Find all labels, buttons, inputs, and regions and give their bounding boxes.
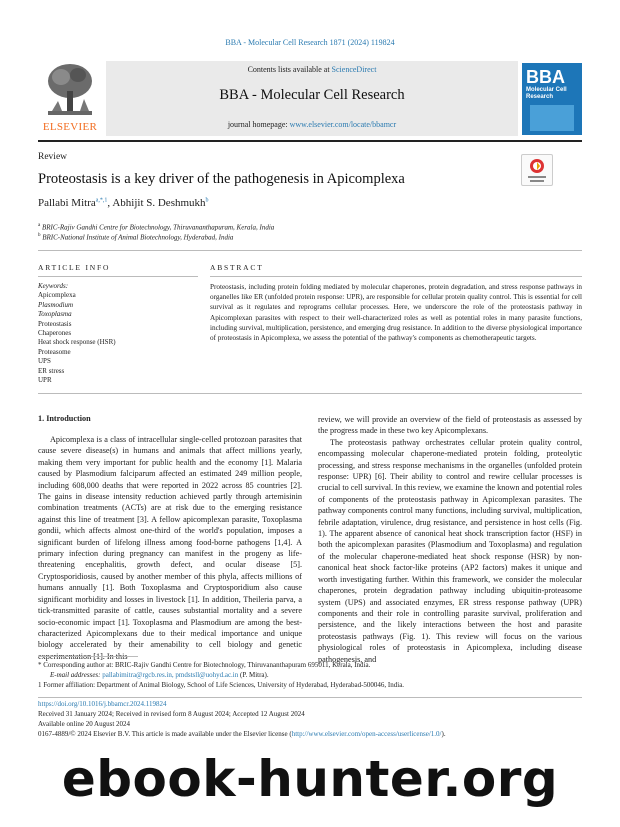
author-superscript[interactable]: a,*,1	[95, 197, 108, 204]
email-label: E-mail addresses:	[50, 671, 103, 679]
article-type: Review	[38, 152, 68, 162]
corresponding-author-note: * Corresponding author at: BRIC-Rajiv Gandhi Centre for Biotechnology, Thiruvananthapuram 695011, Kerala, India.	[38, 661, 371, 669]
cover-title: BBA	[526, 67, 565, 87]
author-list	[38, 197, 209, 209]
keyword: Proteostasis	[38, 319, 72, 328]
keywords-label: Keywords:	[38, 282, 69, 290]
keywords-block	[38, 282, 116, 385]
journal-title: BBA - Molecular Cell Research	[219, 87, 405, 103]
keyword: UPS	[38, 357, 51, 366]
abstract-heading: ABSTRACT	[210, 263, 264, 272]
affiliation-text: BRIC-Rajiv Gandhi Centre for Biotechnology, Thiruvananthapuram, Kerala, India	[41, 223, 275, 232]
affiliation-text: BRIC-National Institute of Animal Biotechnology, Hyderabad, India	[42, 233, 234, 242]
available-online: Available online 20 August 2024	[38, 720, 131, 728]
license-line	[38, 730, 446, 738]
sciencedirect-link[interactable]: ScienceDirect	[331, 65, 377, 74]
footnote-rule	[38, 656, 138, 657]
elsevier-wordmark: ELSEVIER	[42, 121, 98, 133]
abstract-text: Proteostasis, including protein folding mediated by molecular chaperones, protein degradation, and stress response pathways in organelles like ER (unfolded protein response: UPR), are responsible for cellular protein quality control. This is essential for cell survival as it regulates and reprograms cellular processes. Here, we underscore the role of the proteostasis pathway in Apicomplexan parasites with respect to their well-characterized roles as well as potential roles in many parasite functions, including survival, multiplication, persistence, and emerging drug resistance. In addition to the diverse physiological importance of proteostasis in Apicomplexa, we assess the potential of the pathway's components as chemotherapeutic targets.	[210, 283, 582, 343]
keyword: Toxoplasma	[38, 310, 72, 319]
keyword: Plasmodium	[38, 300, 73, 309]
email-line	[50, 671, 269, 679]
check-for-updates-icon[interactable]	[521, 154, 553, 186]
affiliation	[38, 231, 233, 243]
keyword: Heat shock response (HSR)	[38, 338, 116, 347]
received-dates: Received 31 January 2024; Received in revised form 8 August 2024; Accepted 12 August 2024	[38, 710, 305, 718]
affiliation-marker: b	[38, 233, 41, 238]
cover-subtitle: Molecular Cell Research	[526, 87, 567, 100]
doi-link[interactable]: https://doi.org/10.1016/j.bbamcr.2024.119824	[38, 700, 167, 708]
body-paragraph: The proteostasis pathway orchestrates cellular protein quality control, encompassing molecular chaperone-mediated protein folding, proteolytic processing, and stress response mechanisms in the organelles (unfolded protein response: UPR) [6]. Their ability to control and rewire cellular processes is crucial to cell survival. In this review, we examine the known and potential roles of components of the proteostasis pathway in Apicomplexan parasites. The pathway components control many functions, including survival, multiplication, febrile adaptation, virulence, drug resistance, and persistence in host cells (Fig. 1). The apparent absence of canonical heat shock transcription factor (HSF) in both the apicomplexan parasites (Plasmodium and Toxoplasma) and regulation of the molecular chaperone-mediated heat shock response (HSR) by non-canonical heat shock factor-like proteins (AP2 factors) makes it unique and worth investigating further. Within this framework, we consider the molecular chaperones, protein degradation pathway including ubiquitin-proteasome system (UPS) and associated enzymes, ER stress response pathway (UPR) components and their role in controlling parasite survival, proliferation and persistence, and the likely interactions between the host and parasite proteostasis pathways (Fig. 1). This review will focus on the various physiological roles of proteostasis in Apicomplexa, including disease pathogenesis, and	[318, 437, 582, 664]
divider	[38, 250, 582, 251]
license-suffix: ).	[441, 730, 446, 738]
email-links[interactable]: pallabimitra@rgcb.res.in, pmdstsll@uohyd.ac.in	[102, 671, 239, 679]
former-affiliation-note: 1 Former affiliation: Department of Animal Biology, School of Life Sciences, University of Hyderabad, Hyderabad-500046, India.	[38, 681, 405, 689]
homepage-link[interactable]: www.elsevier.com/locate/bbamcr	[289, 120, 397, 129]
paper-title: Proteostasis is a key driver of the pathogenesis in Apicomplexa	[38, 171, 405, 187]
license-link[interactable]: http://www.elsevier.com/open-access/userlicense/1.0/	[291, 730, 442, 738]
divider	[38, 276, 198, 277]
keyword: UPR	[38, 376, 52, 385]
cover-image	[530, 105, 574, 131]
header-rule	[38, 140, 582, 142]
author-name[interactable]: Abhijit S. Deshmukh	[112, 197, 206, 209]
journal-info-band	[106, 61, 518, 136]
contents-line	[106, 65, 518, 74]
journal-cover[interactable]	[522, 63, 582, 135]
keyword: Proteasome	[38, 347, 71, 356]
author-superscript[interactable]: b	[205, 197, 209, 204]
keyword: ER stress	[38, 366, 65, 375]
homepage-prefix: journal homepage:	[227, 120, 290, 129]
affiliation-marker: a	[38, 223, 41, 228]
divider	[210, 276, 582, 277]
divider	[38, 697, 582, 698]
author-name[interactable]: Pallabi Mitra	[38, 197, 96, 209]
contents-prefix: Contents lists available at	[247, 65, 332, 74]
body-column-right	[318, 414, 582, 665]
body-paragraph: review, we will provide an overview of the field of proteostasis as assessed by the progress made in these two key Apicomplexans.	[318, 415, 582, 436]
author-separator: ,	[107, 197, 113, 209]
watermark: ebook-hunter.org	[61, 750, 559, 808]
elsevier-logo[interactable]	[38, 61, 102, 136]
journal-homepage	[106, 120, 518, 129]
license-prefix: 0167-4889/© 2024 Elsevier B.V. This article is made available under the Elsevier license (	[38, 730, 292, 738]
article-info-heading: ARTICLE INFO	[38, 263, 111, 272]
divider	[38, 393, 582, 394]
email-suffix: (P. Mitra).	[238, 671, 269, 679]
running-header[interactable]: BBA - Molecular Cell Research 1871 (2024) 119824	[225, 38, 395, 47]
keyword: Apicomplexa	[38, 291, 76, 300]
section-heading: 1. Introduction	[38, 414, 91, 423]
journal-masthead	[38, 61, 582, 136]
elsevier-tree-icon	[44, 61, 96, 119]
keyword: Chaperones	[38, 329, 72, 338]
body-column-left: Apicomplexa is a class of intracellular single-celled protozoan parasites that cause severe disease(s) in humans and animals that affect millions yearly, making them very important for public health and the economy [1]. Malaria caused by Plasmodium falciparum affected an estimated 249 million people, including 608,000 deaths that were reported in 2022 across 85 countries [2]. The gains in disease intensity reduction achieved partly through artemisinin combination treatments (ACTs) are at risk due to the emerging resistance against this line of treatment [3]. A fellow apicomplexan parasite, Toxoplasma gondii, which affects almost one-third of the world's population, imposes a significant burden of lifelong illness among food-borne pathogens [1,4]. A primary infection during pregnancy can manifest in the progeny as life-threatening encephalitis, growth defect, and ocular disease [5]. Cryptosporidiosis, caused by another member of this phyla, affects millions of humans annually [1]. Both Toxoplasma and Cryptosporidium also cause significant morbidity and losses in livestock [1]. In addition, Theileria parva, a tick-transmitted parasite of cattle, causes substantial mortality and a severe socio-economic impact [1]. Toxoplasma and Plasmodium are among the best-characterized Apicomplexans due to their medical importance and unique biology accelerated by their amenability to cell biology and genetic	[38, 435, 302, 650]
